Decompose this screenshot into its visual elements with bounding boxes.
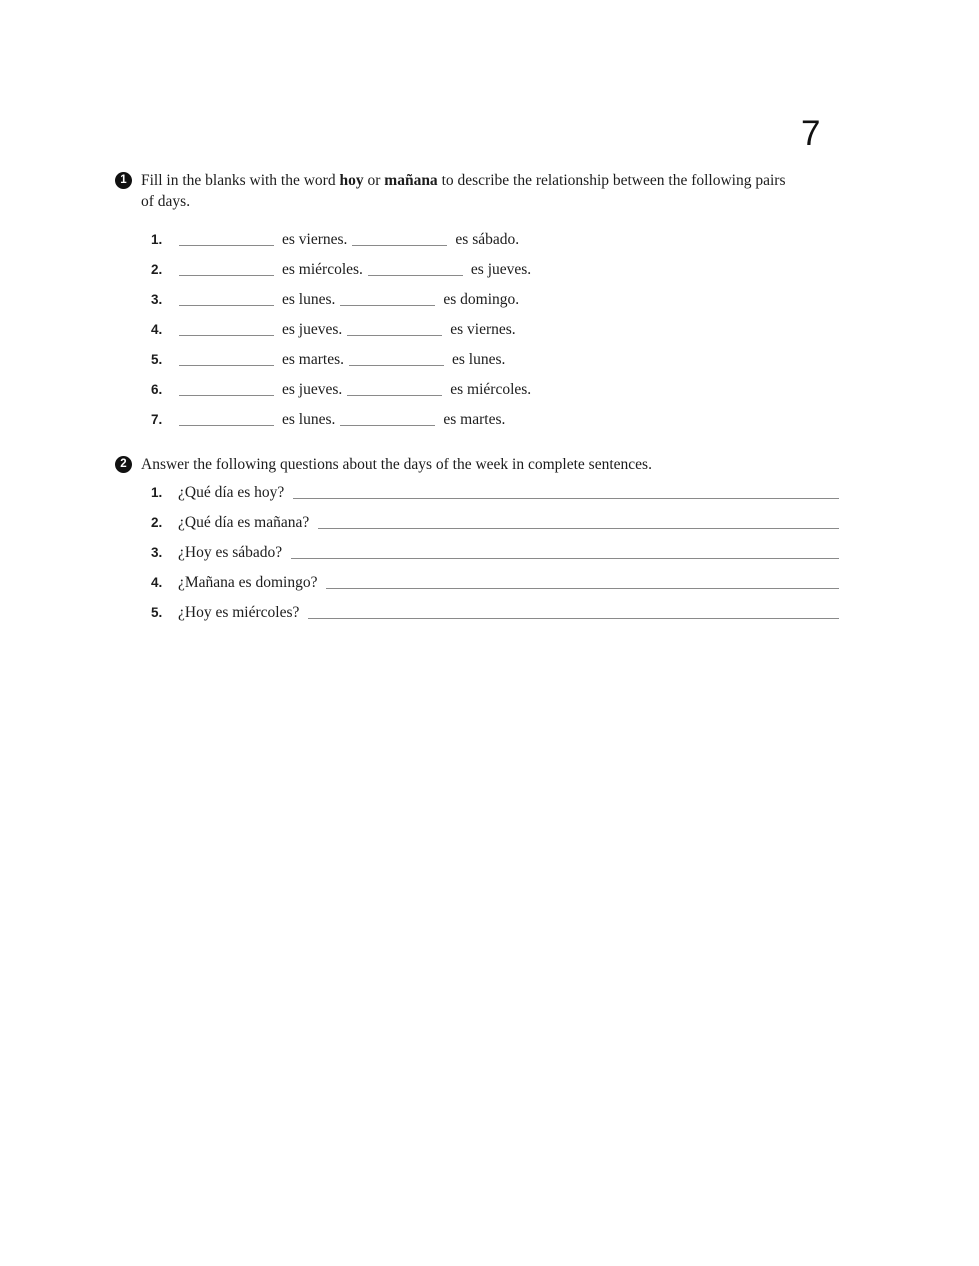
question-row bbox=[151, 544, 839, 574]
item-number: 1. bbox=[151, 485, 163, 500]
item-text-b: es domingo. bbox=[443, 291, 520, 308]
item-text-b: es viernes. bbox=[450, 321, 516, 338]
fill-blank bbox=[340, 305, 435, 306]
item-number: 5. bbox=[151, 605, 163, 620]
item-number: 3. bbox=[151, 545, 163, 560]
fill-item-row bbox=[151, 255, 839, 285]
fill-blank bbox=[349, 365, 444, 366]
instruction-text: or bbox=[363, 172, 385, 189]
item-text-b: es miércoles. bbox=[450, 381, 532, 398]
item-text-b: es sábado. bbox=[455, 231, 520, 248]
instruction-text: Fill in the blanks with the word bbox=[141, 172, 340, 189]
item-text-a: es martes. bbox=[282, 351, 344, 368]
fill-item-row bbox=[151, 285, 839, 315]
bold-word-hoy: hoy bbox=[339, 172, 364, 189]
item-number: 4. bbox=[151, 322, 163, 337]
fill-blank bbox=[179, 335, 274, 336]
question-row bbox=[151, 484, 839, 514]
fill-blank bbox=[352, 245, 447, 246]
question-row bbox=[151, 604, 839, 634]
item-number: 6. bbox=[151, 382, 163, 397]
fill-item-row bbox=[151, 405, 839, 435]
item-text-a: es miércoles. bbox=[282, 261, 363, 278]
exercise2-badge: 2 bbox=[115, 456, 132, 473]
item-number: 1. bbox=[151, 232, 163, 247]
answer-line bbox=[318, 528, 839, 529]
item-number: 7. bbox=[151, 412, 163, 427]
fill-blank bbox=[179, 365, 274, 366]
item-text-a: es lunes. bbox=[282, 411, 336, 428]
exercise1-instruction bbox=[141, 170, 786, 212]
item-text-a: es viernes. bbox=[282, 231, 348, 248]
fill-blank bbox=[347, 395, 442, 396]
fill-blank bbox=[179, 395, 274, 396]
answer-line bbox=[326, 588, 839, 589]
fill-blank bbox=[179, 425, 274, 426]
fill-item-row bbox=[151, 375, 839, 405]
answer-line bbox=[308, 618, 839, 619]
item-number: 2. bbox=[151, 262, 163, 277]
question-text: ¿Hoy es miércoles? bbox=[178, 604, 300, 621]
fill-blank bbox=[340, 425, 435, 426]
fill-blank bbox=[179, 275, 274, 276]
question-text: ¿Qué día es mañana? bbox=[178, 514, 310, 531]
question-row bbox=[151, 574, 839, 604]
bold-word-manana: mañana bbox=[384, 172, 438, 189]
answer-line bbox=[293, 498, 839, 499]
exercise2-items bbox=[151, 484, 839, 634]
fill-blank bbox=[179, 245, 274, 246]
fill-blank bbox=[179, 305, 274, 306]
instruction-text: to describe the relationship between the following pairs of days. bbox=[141, 172, 786, 210]
fill-item-row bbox=[151, 345, 839, 375]
question-text: ¿Qué día es hoy? bbox=[178, 484, 285, 501]
page-number: 7 bbox=[801, 114, 821, 153]
exercise2-section bbox=[115, 454, 839, 475]
item-number: 2. bbox=[151, 515, 163, 530]
item-text-a: es jueves. bbox=[282, 321, 343, 338]
answer-line bbox=[291, 558, 839, 559]
fill-blank bbox=[368, 275, 463, 276]
item-text-a: es jueves. bbox=[282, 381, 343, 398]
exercise1-section bbox=[115, 170, 839, 212]
question-text: ¿Mañana es domingo? bbox=[178, 574, 318, 591]
worksheet-content bbox=[115, 170, 839, 634]
exercise1-items bbox=[151, 225, 839, 435]
item-text-b: es lunes. bbox=[451, 351, 506, 368]
exercise1-badge: 1 bbox=[115, 172, 132, 189]
exercise2-instruction: Answer the following questions about the days of the week in complete sentences. bbox=[141, 456, 652, 473]
fill-item-row bbox=[151, 225, 839, 255]
item-text-b: es jueves. bbox=[470, 261, 532, 278]
item-text-b: es martes. bbox=[443, 411, 506, 428]
fill-blank bbox=[347, 335, 442, 336]
fill-item-row bbox=[151, 315, 839, 345]
question-text: ¿Hoy es sábado? bbox=[178, 544, 283, 561]
item-number: 4. bbox=[151, 575, 163, 590]
question-row bbox=[151, 514, 839, 544]
item-number: 5. bbox=[151, 352, 163, 367]
item-number: 3. bbox=[151, 292, 163, 307]
item-text-a: es lunes. bbox=[282, 291, 336, 308]
